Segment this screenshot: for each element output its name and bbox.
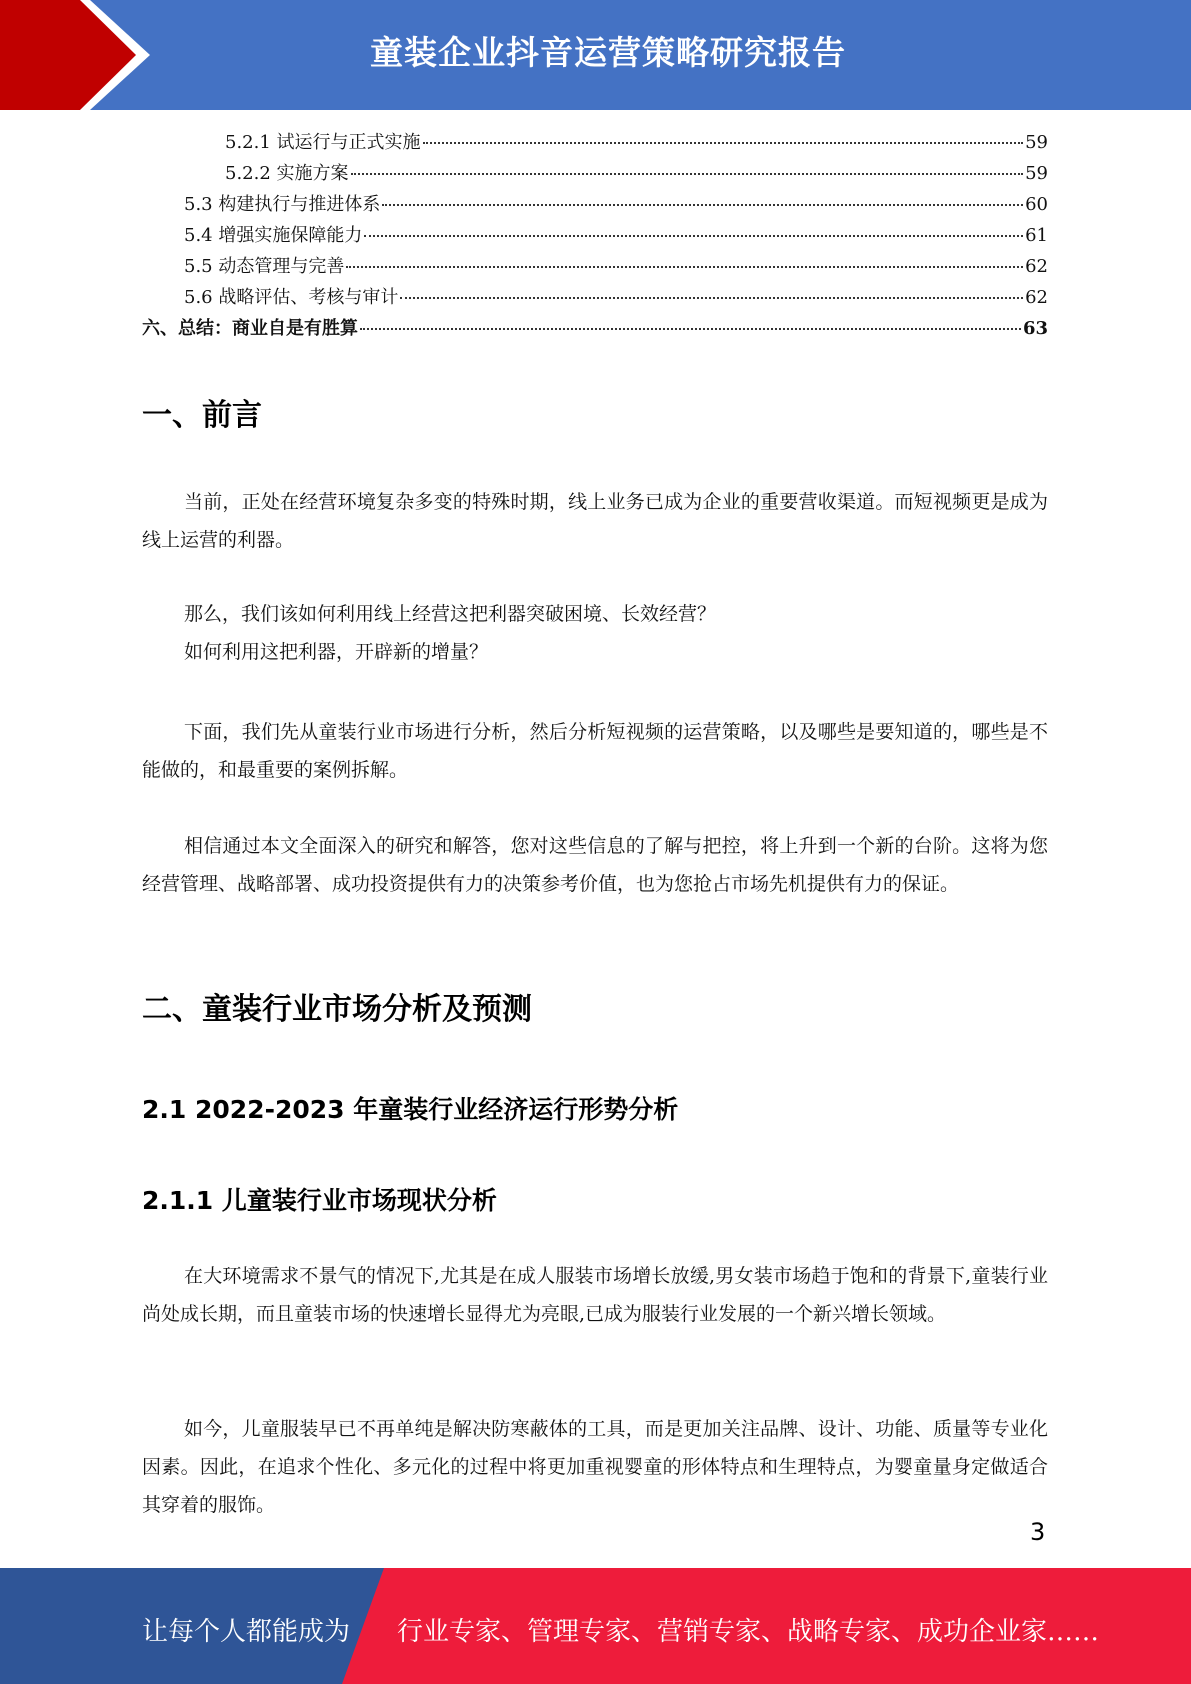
toc-entry-title: 5.6 战略评估、考核与审计 — [184, 287, 399, 308]
toc-leader-dots — [400, 297, 1023, 299]
toc-entry-page: 61 — [1025, 225, 1048, 246]
toc-entry-page: 60 — [1025, 194, 1048, 215]
toc-entry-title: 5.5 动态管理与完善 — [184, 256, 345, 277]
heading-chapter-2: 二、童装行业市场分析及预测 — [142, 992, 532, 1027]
toc-entry-title: 5.2.1 试运行与正式实施 — [225, 132, 421, 153]
page-header — [0, 0, 1191, 110]
toc-entry-title: 5.3 构建执行与推进体系 — [184, 194, 381, 215]
toc-leader-dots — [382, 204, 1023, 206]
section-2-1-1-paragraph-1: 在大环境需求不景气的情况下,尤其是在成人服装市场增长放缓,男女装市场趋于饱和的背景下,童装行业尚处成长期，而且童装市场的快速增长显得尤为亮眼,已成为服装行业发展的一个新兴增长领域。 — [142, 1265, 1048, 1325]
page-number: 3 — [1030, 1518, 1046, 1546]
heading-preface: 一、前言 — [142, 398, 262, 433]
toc-leader-dots — [346, 266, 1023, 268]
preface-question-2: 如何利用这把利器，开辟新的增量？ — [184, 641, 489, 663]
preface-paragraph-2: 下面，我们先从童装行业市场进行分析，然后分析短视频的运营策略，以及哪些是要知道的，哪些是不能做的，和最重要的案例拆解。 — [142, 721, 1048, 781]
page-footer — [0, 1568, 1191, 1684]
heading-section-2-1: 2.1 2022-2023 年童装行业经济运行形势分析 — [142, 1095, 679, 1124]
toc-entry-page: 63 — [1022, 318, 1048, 339]
toc-entry-page: 62 — [1025, 287, 1048, 308]
toc-entry[interactable] — [142, 159, 1048, 190]
toc-entry[interactable] — [142, 190, 1048, 221]
toc-entry-title: 六、总结：商业自是有胜算 — [142, 318, 358, 339]
toc-leader-dots — [423, 142, 1024, 144]
footer-slogan-left: 让每个人都能成为 — [142, 1617, 351, 1647]
toc-entry-page: 62 — [1025, 256, 1048, 277]
toc-entry-page: 59 — [1025, 132, 1048, 153]
heading-section-2-1-1: 2.1.1 儿童装行业市场现状分析 — [142, 1186, 497, 1215]
toc-entry-title: 5.2.2 实施方案 — [225, 163, 349, 184]
toc-entry-page: 59 — [1025, 163, 1048, 184]
toc-entry[interactable] — [142, 221, 1048, 252]
table-of-contents — [142, 128, 1048, 345]
preface-question-1: 那么，我们该如何利用线上经营这把利器突破困境、长效经营？ — [184, 603, 717, 625]
toc-entry-title: 5.4 增强实施保障能力 — [184, 225, 363, 246]
report-title: 童装企业抖音运营策略研究报告 — [370, 33, 846, 72]
toc-leader-dots — [351, 173, 1024, 175]
preface-paragraph-3: 相信通过本文全面深入的研究和解答，您对这些信息的了解与把控，将上升到一个新的台阶。这将为您经营管理、战略部署、成功投资提供有力的决策参考价值，也为您抢占市场先机提供有力的保证。 — [142, 835, 1048, 895]
toc-entry[interactable] — [142, 314, 1048, 345]
footer-slogan-right: 行业专家、管理专家、营销专家、战略专家、成功企业家…… — [397, 1617, 1100, 1647]
preface-paragraph-1: 当前，正处在经营环境复杂多变的特殊时期，线上业务已成为企业的重要营收渠道。而短视频更是成为线上运营的利器。 — [142, 491, 1048, 551]
toc-leader-dots — [364, 235, 1023, 237]
toc-leader-dots — [360, 328, 1021, 330]
toc-entry[interactable] — [142, 252, 1048, 283]
toc-entry[interactable] — [142, 128, 1048, 159]
toc-entry[interactable] — [142, 283, 1048, 314]
section-2-1-1-paragraph-2: 如今，儿童服装早已不再单纯是解决防寒蔽体的工具，而是更加关注品牌、设计、功能、质量等专业化因素。因此，在追求个性化、多元化的过程中将更加重视婴童的形体特点和生理特点，为婴童量身定做适合其穿着的服饰。 — [142, 1418, 1048, 1516]
